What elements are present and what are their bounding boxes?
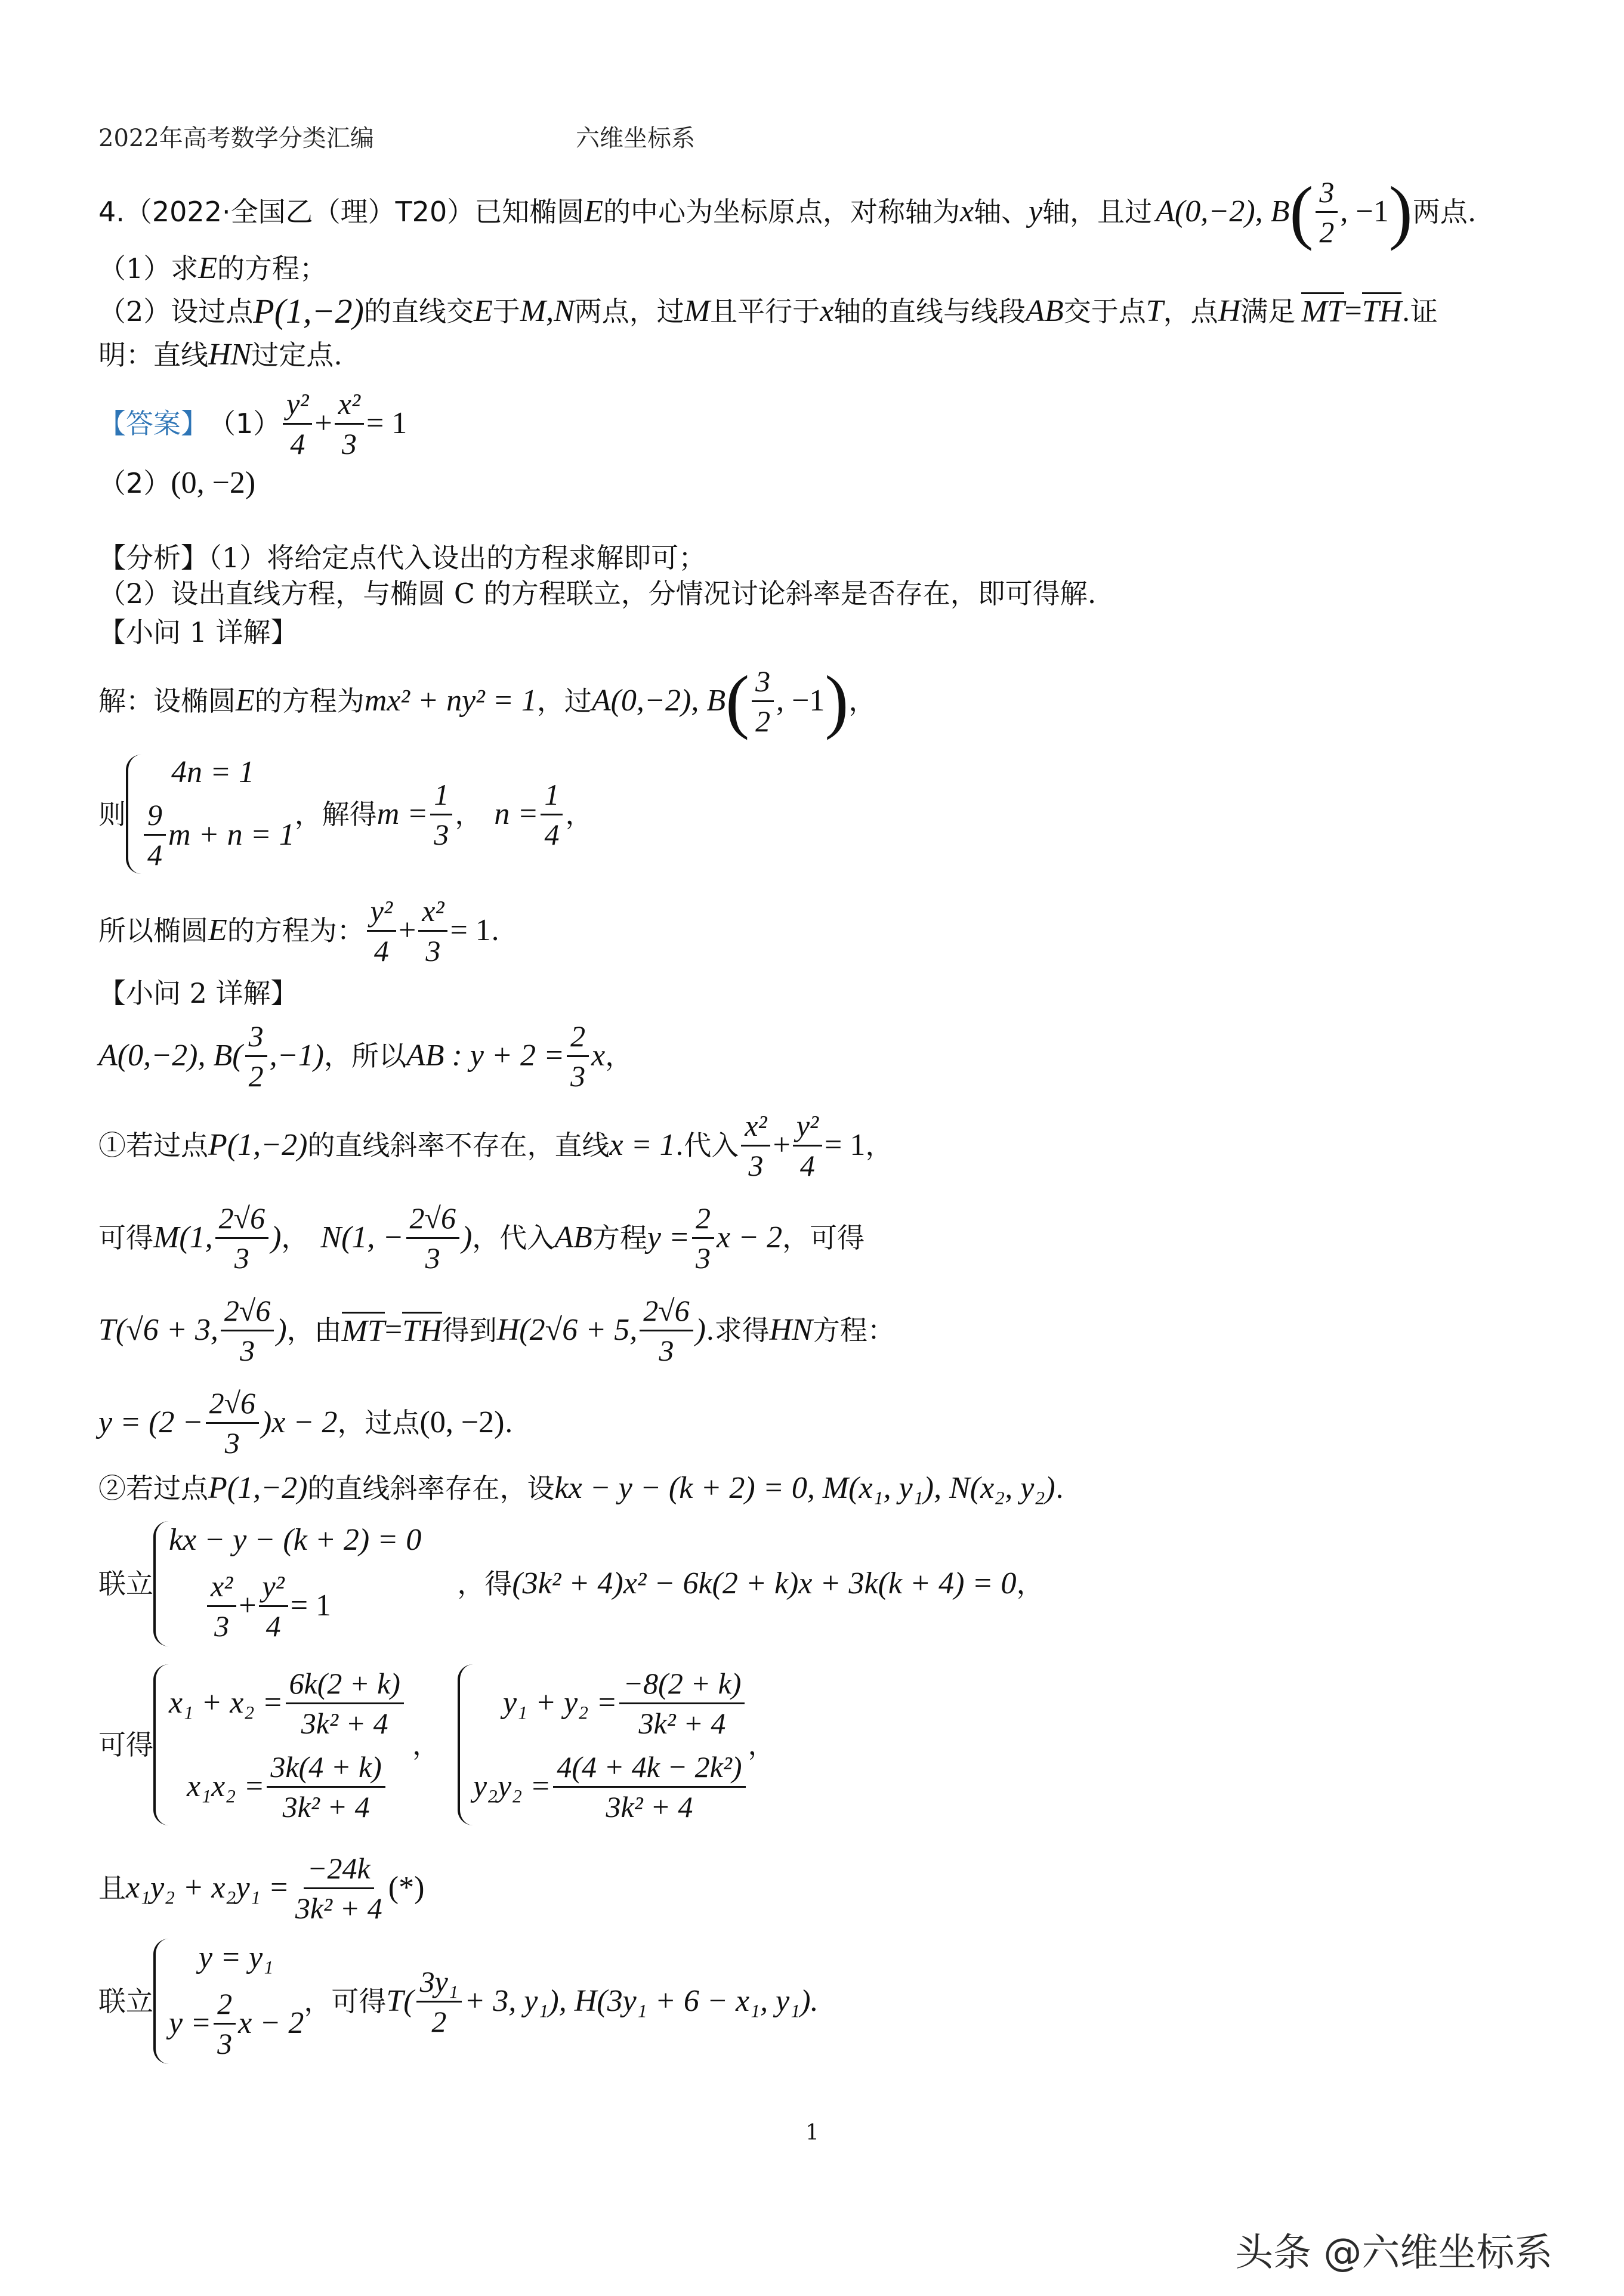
equation-system: 4n = 1 $\frac{9}{4}$ m + n = 1 xyxy=(126,752,295,877)
var-E: E xyxy=(584,194,603,228)
solution-1-system: 则 4n = 1 $\frac{9}{4}$ m + n = 1 ，解得 m = $\frac{1}{3}$ ， n = $\frac{1}{4}$ ， xyxy=(98,749,592,880)
cross-sum: 且 x₁y₂ + x₂y₁ = $\frac{-24k}{\text{3k² + 4}}$ (*) xyxy=(98,1843,424,1933)
page-number: 1 xyxy=(805,2121,819,2145)
left-paren: ( xyxy=(1289,172,1314,251)
final-system: 联立 y = y₁ y = $\frac{2}{3}$ x − 2 ，可得 T( $\frac{\text{3y₁}}{2}$ + 3, y₁), H(3y₁ + 6 − x₁, y₁). xyxy=(98,1936,819,2067)
problem-line-1 xyxy=(98,173,1476,251)
header-right: 六维坐标系 xyxy=(576,125,695,152)
vector-MT: MT xyxy=(1301,292,1344,330)
points-A-B: A(0,−2), B xyxy=(1156,194,1290,228)
case-1-T-H: T(√6 + 3, $\frac{2√6}{3}$ ) ，由 MT = TH 得到 H(2√6 + 5, $\frac{2√6}{3}$ ) .求得 HN 方程： xyxy=(98,1285,895,1375)
solution-1-line-1: 解：设椭圆 E 的方程为 mx² + ny² = 1 ，过 A(0,−2), B ( $\frac{3}{2}$ , −1 ) ， xyxy=(98,661,876,740)
vector-TH: TH xyxy=(1362,292,1401,330)
case-1-HN-equation: y = (2 − $\frac{2√6}{3}$ )x − 2 ，过点 (0, −2) . xyxy=(98,1378,513,1467)
stem-text: 轴、 xyxy=(974,196,1029,228)
header-left: 2022年高考数学分类汇编 xyxy=(98,125,374,152)
fraction-3-2: $\frac{3}{2}$ xyxy=(1316,173,1338,251)
question-1: （1）求E的方程； xyxy=(98,251,328,285)
subquestion-2-heading: 【小问 2 详解】 xyxy=(98,977,298,1009)
answer-tag: 【答案】 xyxy=(98,407,208,440)
stem-text: 已知椭圆 xyxy=(474,196,585,228)
right-paren: ) xyxy=(1388,172,1413,251)
point-B-y: , −1 xyxy=(1340,194,1389,228)
solution-2-line-1: A(0,−2), B( $\frac{3}{2}$ ,−1) ，所以 AB : y + 2 = $\frac{2}{3}$ x ， xyxy=(98,1014,632,1098)
vieta-formulas: 可得 x₁ + x₂ = $\frac{6k(2 + k)}{\text{3k² + 4}}$ x₁x₂ = $\frac{3k(4 + k)}{\text{3k² + 4}}$ ， y₁ + y₂ = $\frac{-8(2 + k)}{\text{3k² + 4}}$ y₂y₂ = $\frac{\text{4(4 + 4k − 2k²)}}{\text{3k² + 4}}$ ， xyxy=(98,1658,776,1831)
var-x: x xyxy=(959,194,974,228)
answer-2: （2） (0, −2) xyxy=(98,466,256,500)
case-1-line: ①若过点 P(1,−2) 的直线斜率不存在，直线 x = 1 .代入 $\frac{\text{x²}}{3}$ + $\frac{\text{y²}}{4}$ = 1 ， xyxy=(98,1104,893,1187)
stem-text: 轴，且过 xyxy=(1042,196,1153,228)
analysis-line-2: （2）设出直线方程，与椭圆 C 的方程联立，分情况讨论斜率是否存在，即可得解. xyxy=(98,577,1097,610)
subquestion-1-heading: 【小问 1 详解】 xyxy=(98,616,298,648)
watermark: 头条 @六维坐标系 xyxy=(1235,2231,1553,2275)
case-2-system: 联立 kx − y − (k + 2) = 0 $\frac{\text{x²}}{3}$ + $\frac{\text{y²}}{4}$ = 1 ，得 (3k² + 4)x² − 6k(2 + k)x + 3k(k + 4) = 0 ， xyxy=(98,1518,1044,1649)
answer-1: 【答案】 （1） $\frac{\text{y²}}{4}$ + $\frac{\text{x²}}{3}$ = 1 xyxy=(98,382,407,465)
case-1-points: 可得 M(1, $\frac{2√6}{3}$ ) ， N(1, − $\frac{2√6}{3}$ ) ，代入 AB 方程 y = $\frac{2}{3}$ x − 2 ，可得 xyxy=(98,1193,865,1283)
question-2-cont: 明：直线HN过定点. xyxy=(98,338,342,372)
solution-1-result: 所以椭圆 E 的方程为： $\frac{\text{y²}}{4}$ + $\frac{\text{x²}}{3}$ = 1 . xyxy=(98,889,499,972)
analysis-line-1: 【分析】（1）将给定点代入设出的方程求解即可； xyxy=(98,542,706,574)
problem-source: （2022·全国乙（理）T20） xyxy=(124,196,475,228)
question-2: （2）设过点 P(1,−2) 的直线交 E 于 M,N 两点，过 M 且平行于 x 轴的直线与线段 AB 交于点 T ，点 H 满足 MT = TH .证 xyxy=(98,291,1438,330)
stem-text: 两点. xyxy=(1412,196,1477,228)
stem-text: 的中心为坐标原点，对称轴为 xyxy=(603,196,960,228)
case-2-line: ②若过点 P(1,−2) 的直线斜率存在，设 kx − y − (k + 2) = 0, M(x₁, y₁), N(x₂, y₂) . xyxy=(98,1471,1064,1505)
var-y: y xyxy=(1029,194,1043,228)
problem-number: 4. xyxy=(98,196,125,228)
